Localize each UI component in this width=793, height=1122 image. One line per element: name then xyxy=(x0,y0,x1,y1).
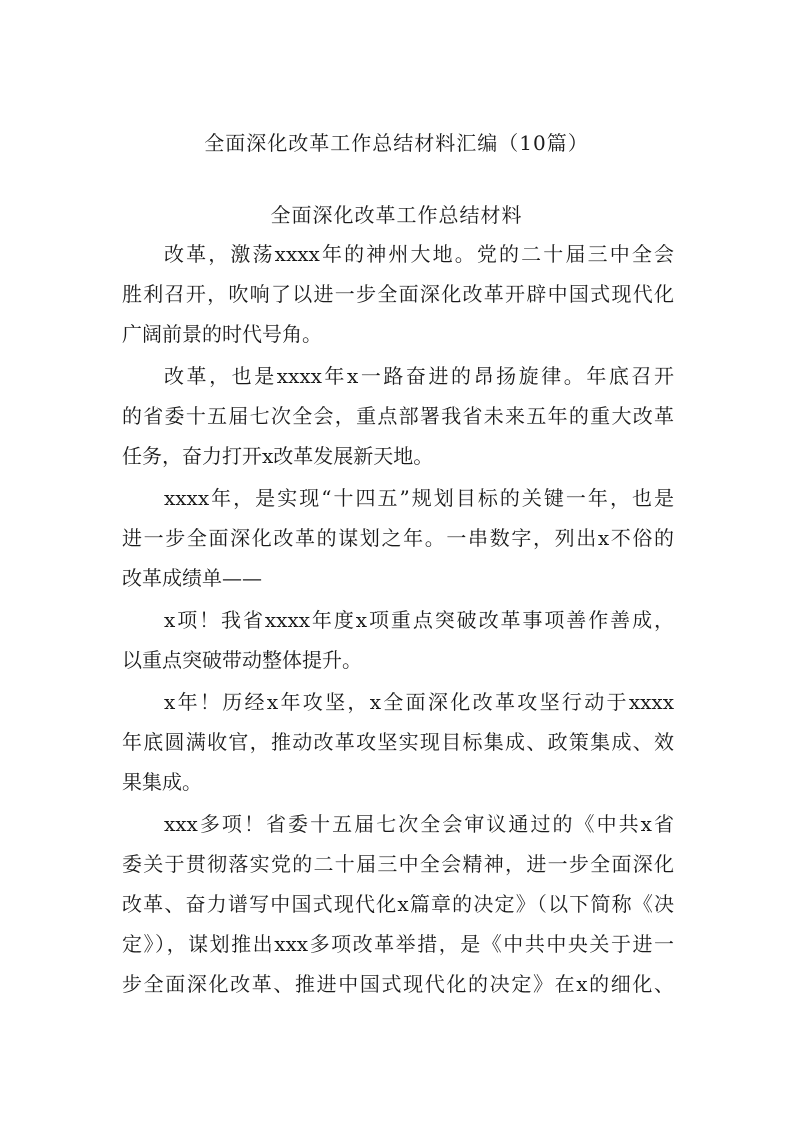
text-line: 进一步全面深化改革的谋划之年。一串数字，列出x不俗的 xyxy=(122,526,674,550)
text-line: 改革，激荡xxxx年的神州大地。党的二十届三中全会 xyxy=(164,242,674,266)
text-line: 以重点突破带动整体提升。 xyxy=(122,648,362,672)
text-line: 广阔前景的时代号角。 xyxy=(122,322,322,346)
text-line: 改革、奋力谱写中国式现代化x篇章的决定》（以下简称《决 xyxy=(122,892,674,916)
text-line: 改革，也是xxxx年x一路奋进的昂扬旋律。年底召开 xyxy=(164,364,674,388)
text-line: 的省委十五届七次全会，重点部署我省未来五年的重大改革 xyxy=(122,404,674,428)
paragraph xyxy=(122,356,674,476)
text-line: 年底圆满收官，推动改革攻坚实现目标集成、政策集成、效 xyxy=(122,730,674,754)
text-line: 果集成。 xyxy=(122,770,202,794)
text-line: xxxx年，是实现“十四五”规划目标的关键一年，也是 xyxy=(164,486,674,510)
document-body xyxy=(122,234,674,1004)
text-line: 改革成绩单—— xyxy=(122,566,262,590)
paragraph xyxy=(122,600,674,680)
text-line: x项！我省xxxx年度x项重点突破改革事项善作善成， xyxy=(164,608,674,632)
paragraph xyxy=(122,804,674,1004)
paragraph xyxy=(122,478,674,598)
paragraph xyxy=(122,234,674,354)
document-title: 全面深化改革工作总结材料汇编（10篇） xyxy=(204,131,589,155)
paragraph xyxy=(122,682,674,802)
text-line: x年！历经x年攻坚，x全面深化改革攻坚行动于xxxx xyxy=(164,690,674,714)
text-line: 定》），谋划推出xxx多项改革举措，是《中共中央关于进一 xyxy=(122,932,674,956)
text-line: 委关于贯彻落实党的二十届三中全会精神，进一步全面深化 xyxy=(122,852,674,876)
text-line: xxx多项！省委十五届七次全会审议通过的《中共x省 xyxy=(164,812,674,836)
text-line: 胜利召开，吹响了以进一步全面深化改革开辟中国式现代化 xyxy=(122,282,674,306)
text-line: 任务，奋力打开x改革发展新天地。 xyxy=(122,444,434,468)
section-title: 全面深化改革工作总结材料 xyxy=(270,203,523,227)
text-line: 步全面深化改革、推进中国式现代化的决定》在x的细化、 xyxy=(122,972,674,996)
